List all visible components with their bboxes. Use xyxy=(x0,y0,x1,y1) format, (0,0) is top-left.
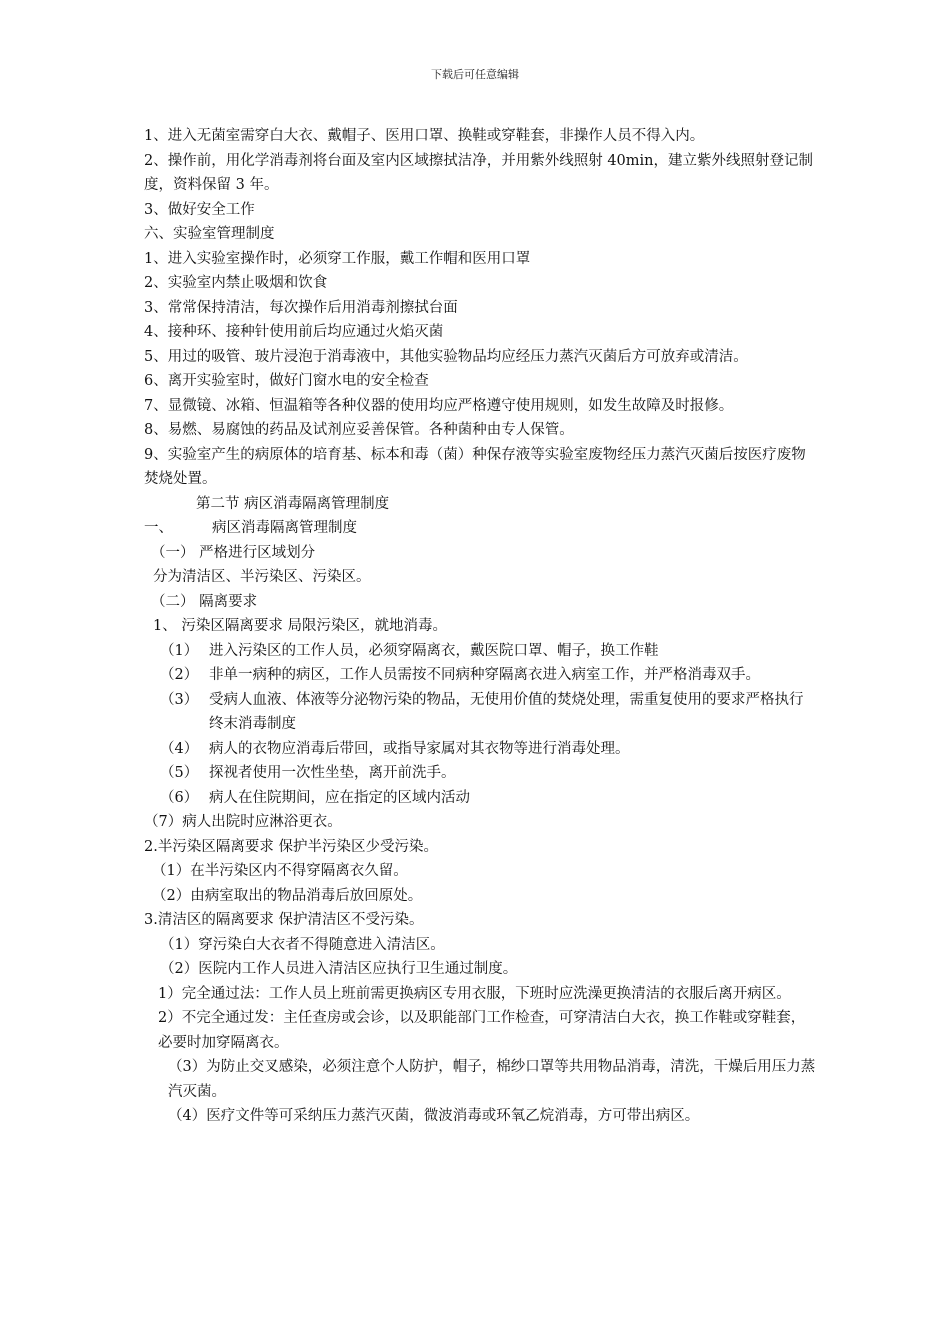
numbered-item xyxy=(144,663,816,688)
paragraph: （4）医疗文件等可采纳压力蒸汽灭菌，微波消毒或环氧乙烷消毒，方可带出病区。 xyxy=(168,1108,700,1124)
paragraph: 8、易燃、易腐蚀的药品及试剂应妥善保管。各种菌种由专人保管。 xyxy=(144,422,574,438)
paragraph: 1）完全通过法：工作人员上班前需更换病区专用衣服，下班时应洗澡更换清洁的衣服后离开病区。 xyxy=(158,985,791,1002)
item-text: 非单一病种的病区，工作人员需按不同病种穿隔离衣进入病室工作，并严格消毒双手。 xyxy=(209,667,760,683)
heading-row xyxy=(144,516,816,541)
numbered-item xyxy=(144,761,816,786)
item-text: 进入污染区的工作人员，必须穿隔离衣，戴医院口罩、帽子，换工作鞋 xyxy=(209,642,659,659)
subheading: （一） 严格进行区域划分 xyxy=(151,544,316,561)
paragraph: 1、 污染区隔离要求 局限污染区，就地消毒。 xyxy=(153,618,447,634)
numbered-item xyxy=(144,688,816,737)
paragraph: （2）由病室取出的物品消毒后放回原处。 xyxy=(152,887,423,904)
numbered-item xyxy=(144,639,816,664)
item-number: （3） xyxy=(160,691,199,708)
paragraph: 7、显微镜、冰箱、恒温箱等各种仪器的使用均应严格遵守使用规则，如发生故障及时报修。 xyxy=(144,397,734,414)
subheading: （二） 隔离要求 xyxy=(151,593,258,610)
paragraph: （3）为防止交叉感染，必须注意个人防护，帽子，棉纱口罩等共用物品消毒，清洗，干燥后用压力蒸汽灭菌。 xyxy=(168,1059,816,1100)
paragraph: （1）穿污染白大衣者不得随意进入清洁区。 xyxy=(160,936,445,953)
heading-number: 一、 xyxy=(144,520,173,536)
paragraph: 6、离开实验室时，做好门窗水电的安全检查 xyxy=(144,373,429,389)
paragraph: （7）病人出院时应淋浴更衣。 xyxy=(144,814,342,830)
item-text: 探视者使用一次性坐垫，离开前洗手。 xyxy=(209,765,456,781)
paragraph: 分为清洁区、半污染区、污染区。 xyxy=(153,569,371,585)
paragraph: 3、做好安全工作 xyxy=(144,201,255,218)
paragraph: （1）在半污染区内不得穿隔离衣久留。 xyxy=(152,863,408,879)
paragraph: （2）医院内工作人员进入清洁区应执行卫生通过制度。 xyxy=(160,961,518,977)
paragraph: 5、用过的吸管、玻片浸泡于消毒液中，其他实验物品均应经压力蒸汽灭菌后方可放弃或清洁。 xyxy=(144,348,748,365)
paragraph: 2、实验室内禁止吸烟和饮食 xyxy=(144,275,328,291)
paragraph: 3、常常保持清洁，每次操作后用消毒剂擦拭台面 xyxy=(144,299,458,316)
item-number: （4） xyxy=(160,740,199,757)
paragraph: 4、接种环、接种针使用前后均应通过火焰灭菌 xyxy=(144,324,444,340)
heading-text: 病区消毒隔离管理制度 xyxy=(212,520,357,536)
section-title: 第二节 病区消毒隔离管理制度 xyxy=(196,495,390,512)
paragraph: 9、实验室产生的病原体的培育基、标本和毒（菌）种保存液等实验室废物经压力蒸汽灭菌后按医疗废物焚烧处置。 xyxy=(144,446,806,487)
paragraph: 2、操作前，用化学消毒剂将台面及室内区域擦拭洁净，并用紫外线照射 40min，建立紫外线照射登记制度，资料保留 3 年。 xyxy=(144,152,814,193)
item-number: （2） xyxy=(160,667,199,683)
item-number: （6） xyxy=(160,789,199,806)
document-body xyxy=(144,124,816,1129)
paragraph: 1、进入无菌室需穿白大衣、戴帽子、医用口罩、换鞋或穿鞋套，非操作人员不得入内。 xyxy=(144,128,705,144)
paragraph: 1、进入实验室操作时，必须穿工作服，戴工作帽和医用口罩 xyxy=(144,250,531,267)
numbered-item xyxy=(144,786,816,811)
item-number: （1） xyxy=(160,642,199,659)
paragraph: 3.清洁区的隔离要求 保护清洁区不受污染。 xyxy=(144,912,424,928)
item-text: 受病人血液、体液等分泌物污染的物品，无使用价值的焚烧处理，需重复使用的要求严格执行终末消毒制度 xyxy=(209,691,804,732)
paragraph: 2.半污染区隔离要求 保护半污染区少受污染。 xyxy=(144,838,438,855)
paragraph: 2）不完全通过发：主任查房或会诊，以及职能部门工作检查，可穿清洁白大衣，换工作鞋或穿鞋套，必要时加穿隔离衣。 xyxy=(158,1010,806,1051)
item-number: （5） xyxy=(160,765,199,781)
item-text: 病人在住院期间，应在指定的区域内活动 xyxy=(209,789,470,806)
page-header: 下载后可任意编辑 xyxy=(431,68,519,81)
numbered-item xyxy=(144,737,816,762)
section-heading: 六、实验室管理制度 xyxy=(144,226,275,242)
item-text: 病人的衣物应消毒后带回，或指导家属对其衣物等进行消毒处理。 xyxy=(209,740,630,757)
